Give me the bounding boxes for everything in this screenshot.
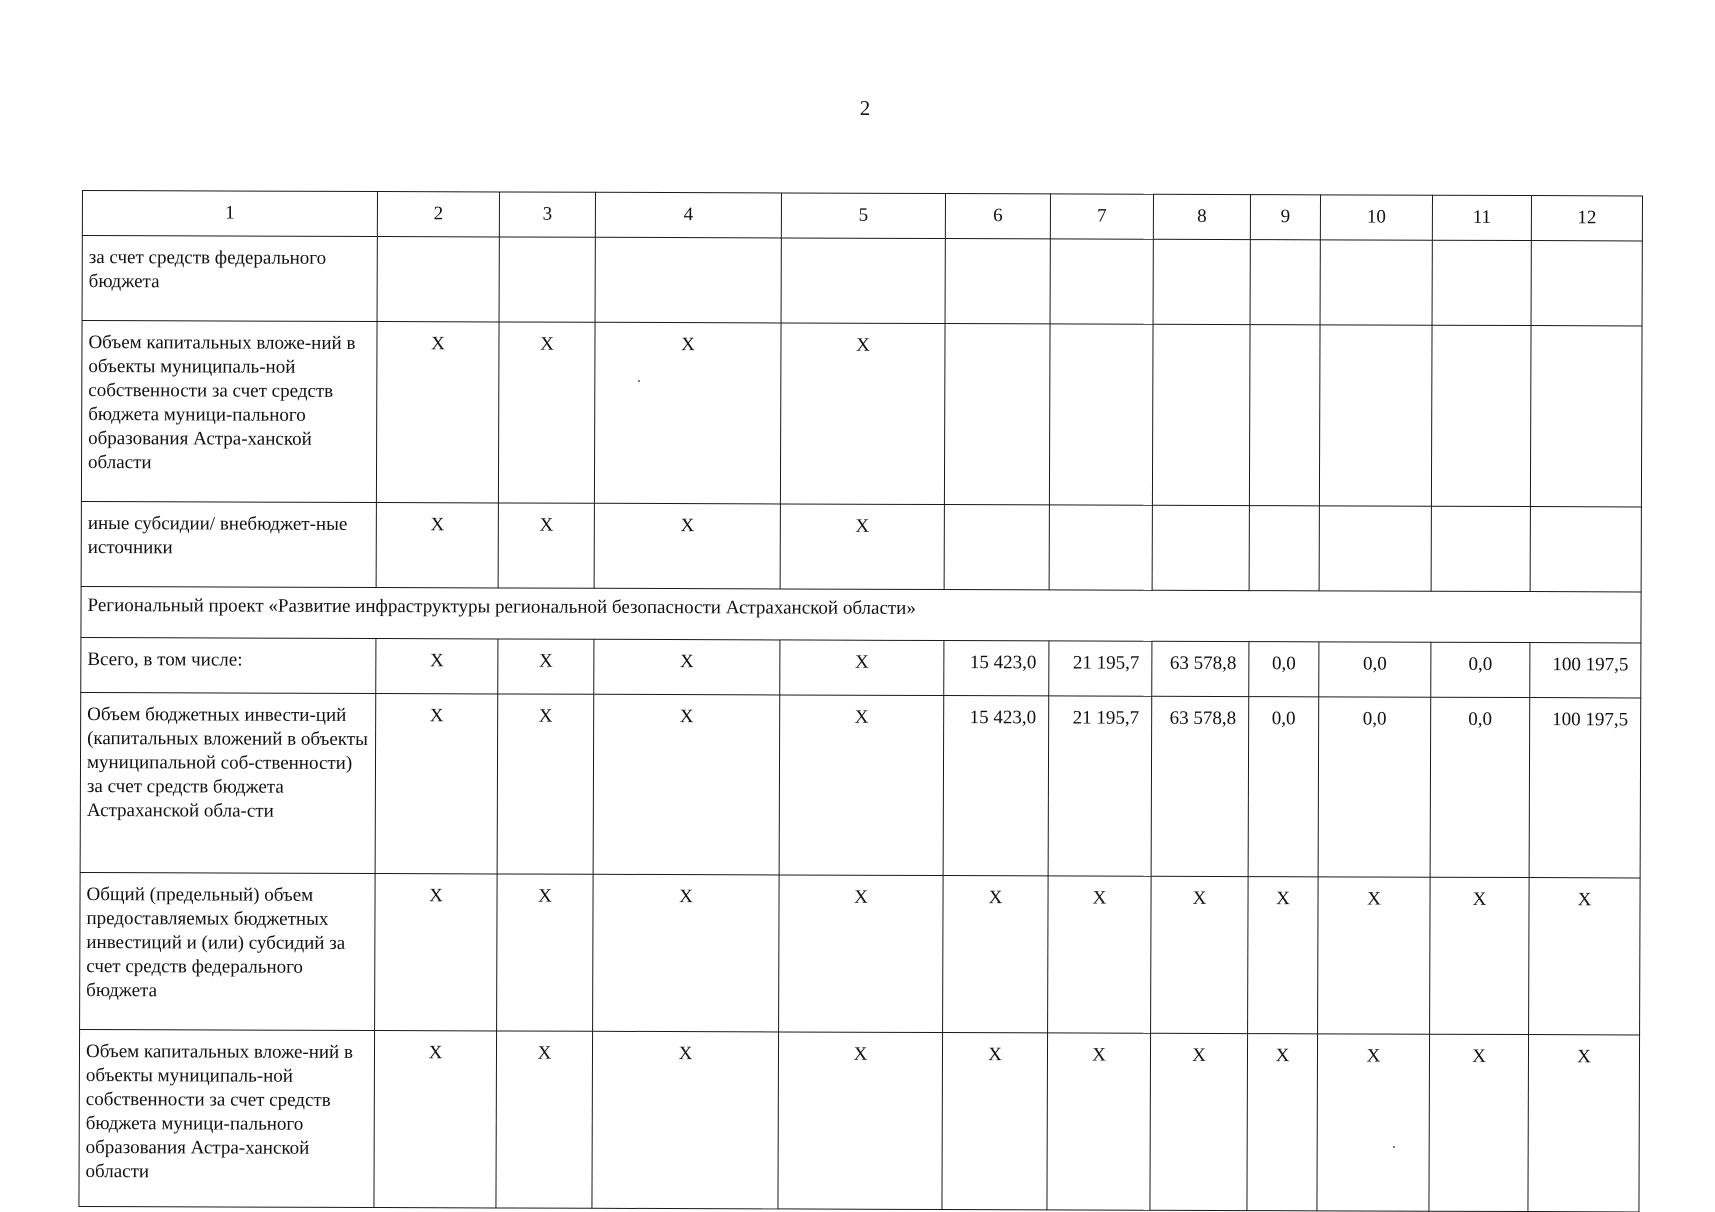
table-cell: 63 578,8 [1151,696,1249,876]
table-cell [595,237,781,323]
table-cell: X [496,1031,593,1208]
table-cell: X [779,875,944,1033]
table-cell: 100 197,5 [1530,643,1641,698]
table-cell: X [1247,1034,1318,1211]
table-cell [1249,506,1319,591]
table-cell: X [1048,876,1152,1033]
table-cell [1049,505,1152,590]
table-cell [1152,505,1249,590]
column-header: 9 [1250,195,1320,240]
column-number-row [82,191,1642,241]
scan-speck [1393,1146,1395,1148]
table-cell [944,324,1050,505]
table-row [81,321,1642,507]
table-cell: 0,0 [1431,642,1530,697]
column-header: 11 [1432,195,1531,240]
column-header: 12 [1531,196,1642,241]
table-cell [1531,241,1642,326]
table-cell: X [1047,1033,1151,1210]
table-row [81,501,1641,591]
table-cell [1320,240,1432,325]
table-cell [1249,325,1320,506]
row-label: Объем капитальных вложе-ний в объекты муниципаль-ной собственности за счет средств бюджета муници-пального образования Астра-ханской области [79,1029,375,1207]
table-cell: X [780,323,945,505]
table-cell: 0,0 [1318,697,1431,877]
column-header: 6 [945,194,1050,239]
budget-table [78,190,1643,1212]
table-row [79,1029,1640,1211]
section-row [81,586,1641,642]
table-cell: X [376,639,498,694]
table-cell: X [1151,876,1249,1033]
table-cell: X [498,639,594,694]
table-cell: 100 197,5 [1529,698,1641,878]
table-cell: X [497,874,594,1031]
table-cell: X [942,1033,1048,1210]
row-label: Общий (предельный) объем предоставляемых бюджетных инвестиций и (или) субсидий за счет средств федерального бюджета [80,872,376,1030]
table-cell: X [780,640,944,696]
table-cell: 15 423,0 [943,696,1049,876]
table-cell: X [375,874,498,1031]
table-cell [377,237,499,322]
table-cell: X [780,504,944,590]
column-header: 1 [82,191,377,237]
table-cell: X [593,874,780,1032]
table-cell: X [593,694,780,875]
table-cell [944,505,1049,590]
table-cell: X [376,503,498,588]
table-cell: X [497,694,594,874]
table-cell [1250,240,1320,325]
table-cell: 0,0 [1249,642,1319,697]
table-cell: X [376,322,499,503]
table-cell: X [1150,1033,1248,1210]
table-cell: X [1528,1035,1640,1212]
table-cell: X [1429,1034,1529,1211]
table-cell: X [943,876,1049,1033]
table-cell [1530,326,1642,507]
table-cell: X [592,1031,779,1209]
column-header: 8 [1153,194,1250,239]
table-cell: 21 195,7 [1048,696,1152,876]
table-cell: 0,0 [1430,697,1530,877]
row-label: Объем бюджетных инвести-ций (капитальных вложений в объекты муниципальной соб-ственности) за счет средств бюджета Астраханской обла-сти [80,692,376,873]
table-cell [945,239,1050,324]
table-row [80,872,1641,1034]
column-header: 7 [1050,194,1153,239]
table-cell: 0,0 [1319,642,1431,697]
table-cell: X [1248,877,1319,1034]
column-header: 10 [1320,195,1432,240]
table-cell [1530,507,1641,592]
row-label: Объем капитальных вложе-ний в объекты муниципаль-ной собственности за счет средств бюджета муници-пального образования Астра-ханской области [81,321,377,503]
table-cell [1319,506,1431,591]
table-cell [1050,239,1153,324]
column-header: 4 [595,192,781,238]
column-header: 2 [377,192,499,237]
table-cell: 63 578,8 [1152,641,1249,696]
table-cell: X [778,1032,943,1210]
table-cell: X [1317,1034,1430,1211]
column-header: 3 [499,192,595,237]
table-row [81,637,1641,697]
table-cell: X [375,694,498,874]
table-cell: X [779,695,944,876]
table-cell: X [1430,877,1530,1034]
table-cell [781,238,945,324]
row-label: за счет средств федерального бюджета [82,236,377,322]
table-cell: 21 195,7 [1049,641,1152,696]
table-cell: X [374,1031,497,1208]
table-cell: X [498,322,595,503]
table-cell [1152,324,1250,505]
table-row [80,692,1641,877]
table-cell [1153,239,1250,324]
row-label: иные субсидии/ внебюджет-ные источники [81,501,376,587]
table-cell: X [594,639,780,695]
table-cell: X [1318,877,1431,1034]
table-cell: X [594,503,780,589]
table-cell [1319,325,1432,506]
table-cell [1432,240,1531,325]
table-cell: 0,0 [1248,697,1319,877]
table-cell [1431,506,1530,591]
table-cell [499,237,595,322]
page-number: 2 [859,96,871,120]
table-cell [1431,325,1531,506]
table-cell: X [594,322,781,504]
table-row [82,236,1642,326]
section-title: Региональный проект «Развитие инфраструктуры региональной безопасности Астраханской области» [81,586,1641,642]
scan-speck [638,380,640,382]
table-cell [1049,324,1153,505]
table-cell: 15 423,0 [944,641,1049,696]
table-cell: X [498,503,594,588]
column-header: 5 [781,193,945,239]
table-cell: X [1529,878,1641,1035]
row-label: Всего, в том числе: [81,637,376,693]
